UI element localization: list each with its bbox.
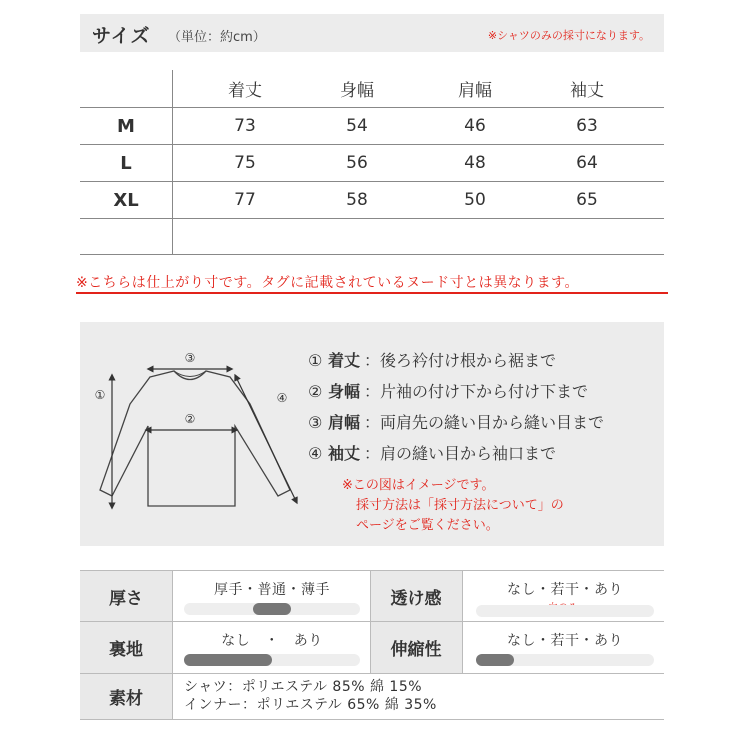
legend-desc: ：両肩先の縫い目から縫い目まで [364, 413, 605, 432]
column-header-length: 着丈 [228, 81, 262, 101]
size-header [80, 14, 664, 52]
feature-label-stretch: 伸縮性 [370, 622, 462, 673]
material-line-shirt: シャツ：ポリエステル 85% 綿 15% [184, 679, 423, 695]
marker-2: ② [184, 412, 196, 426]
column-divider [172, 182, 173, 218]
legend-number: ③ [308, 413, 323, 432]
feature-row [80, 622, 664, 674]
thickness-indicator [253, 603, 291, 615]
stretch-indicator [476, 654, 514, 666]
legend-item [308, 348, 604, 379]
feature-row [80, 570, 664, 622]
table-row [80, 182, 664, 219]
column-divider [462, 622, 463, 673]
feature-label-thickness: 厚さ [80, 571, 172, 621]
lining-indicator [184, 654, 272, 666]
size-label: L [120, 152, 132, 174]
column-divider [172, 674, 173, 719]
legend-desc: ：後ろ衿付け根から裾まで [364, 351, 557, 370]
marker-1: ① [94, 388, 106, 402]
measurement-legend [308, 348, 604, 472]
column-header-width: 身幅 [340, 81, 374, 101]
value-width: 58 [346, 190, 368, 210]
lining-scale [184, 654, 360, 666]
size-label: M [117, 115, 135, 137]
diagram-note-line: ページをご覧ください。 [356, 518, 499, 533]
diagram-note-line: ※この図はイメージです。 [342, 478, 495, 493]
column-divider [172, 70, 173, 107]
legend-key: 身幅 [328, 382, 361, 401]
size-title: サイズ [92, 25, 151, 47]
feature-label-lining: 裏地 [80, 622, 172, 673]
measurement-note: ※シャツのみの採寸になります。 [487, 29, 650, 42]
value-shoulder: 46 [464, 116, 486, 136]
legend-item [308, 379, 604, 410]
lining-options: なし ・ あり [221, 633, 323, 649]
thickness-scale [184, 603, 360, 615]
legend-key: 肩幅 [328, 413, 361, 432]
material-composition [184, 678, 437, 714]
legend-number: ④ [308, 444, 323, 463]
table-row [80, 108, 664, 145]
legend-desc: ：肩の縫い目から袖口まで [364, 444, 557, 463]
column-divider [172, 108, 173, 144]
size-label: XL [113, 189, 139, 211]
column-divider [370, 622, 371, 673]
column-divider [462, 571, 463, 621]
legend-number: ① [308, 351, 323, 370]
legend-desc: ：片袖の付け下から付け下まで [364, 382, 589, 401]
feature-label-sheer: 透け感 [370, 571, 462, 621]
value-length: 73 [234, 116, 256, 136]
stretch-options: なし・若干・あり [507, 633, 623, 649]
column-header-shoulder: 肩幅 [458, 81, 492, 101]
size-table-header-row [80, 70, 664, 108]
fabric-features-table [80, 570, 664, 720]
column-divider [172, 571, 173, 621]
table-row [80, 145, 664, 182]
legend-item [308, 410, 604, 441]
legend-key: 着丈 [328, 351, 361, 370]
column-divider [172, 622, 173, 673]
column-divider [172, 145, 173, 181]
value-length: 75 [234, 153, 256, 173]
feature-row [80, 674, 664, 720]
material-line-inner: インナー：ポリエステル 65% 綿 35% [184, 697, 437, 713]
diagram-note [342, 476, 564, 536]
column-header-sleeve: 袖丈 [570, 81, 604, 101]
value-sleeve: 63 [576, 116, 598, 136]
thickness-options: 厚手・普通・薄手 [214, 582, 330, 598]
column-divider [172, 219, 173, 254]
feature-label-material: 素材 [80, 674, 172, 719]
marker-3: ③ [184, 351, 196, 365]
legend-key: 袖丈 [328, 444, 361, 463]
table-row-empty [80, 219, 664, 255]
value-sleeve: 64 [576, 153, 598, 173]
value-length: 77 [234, 190, 256, 210]
value-width: 54 [346, 116, 368, 136]
unit-label: （単位：約cm） [168, 30, 266, 45]
shirt-diagram [94, 344, 300, 519]
value-shoulder: 50 [464, 190, 486, 210]
shirt-outline [100, 371, 290, 506]
legend-number: ② [308, 382, 323, 401]
diagram-note-line: 採寸方法は「採寸方法について」の [356, 498, 564, 513]
value-shoulder: 48 [464, 153, 486, 173]
value-sleeve: 65 [576, 190, 598, 210]
size-table [80, 70, 664, 255]
legend-item [308, 441, 604, 472]
sheer-scale [476, 605, 654, 617]
marker-4: ④ [276, 391, 288, 405]
finished-size-warning: ※こちらは仕上がり寸です。タグに記載されているヌード寸とは異なります。 [76, 275, 579, 291]
sheer-options: なし・若干・あり [507, 582, 623, 598]
column-divider [370, 571, 371, 621]
measurement-diagram-panel [80, 322, 664, 546]
warning-underline [76, 292, 668, 294]
stretch-scale [476, 654, 654, 666]
value-width: 56 [346, 153, 368, 173]
